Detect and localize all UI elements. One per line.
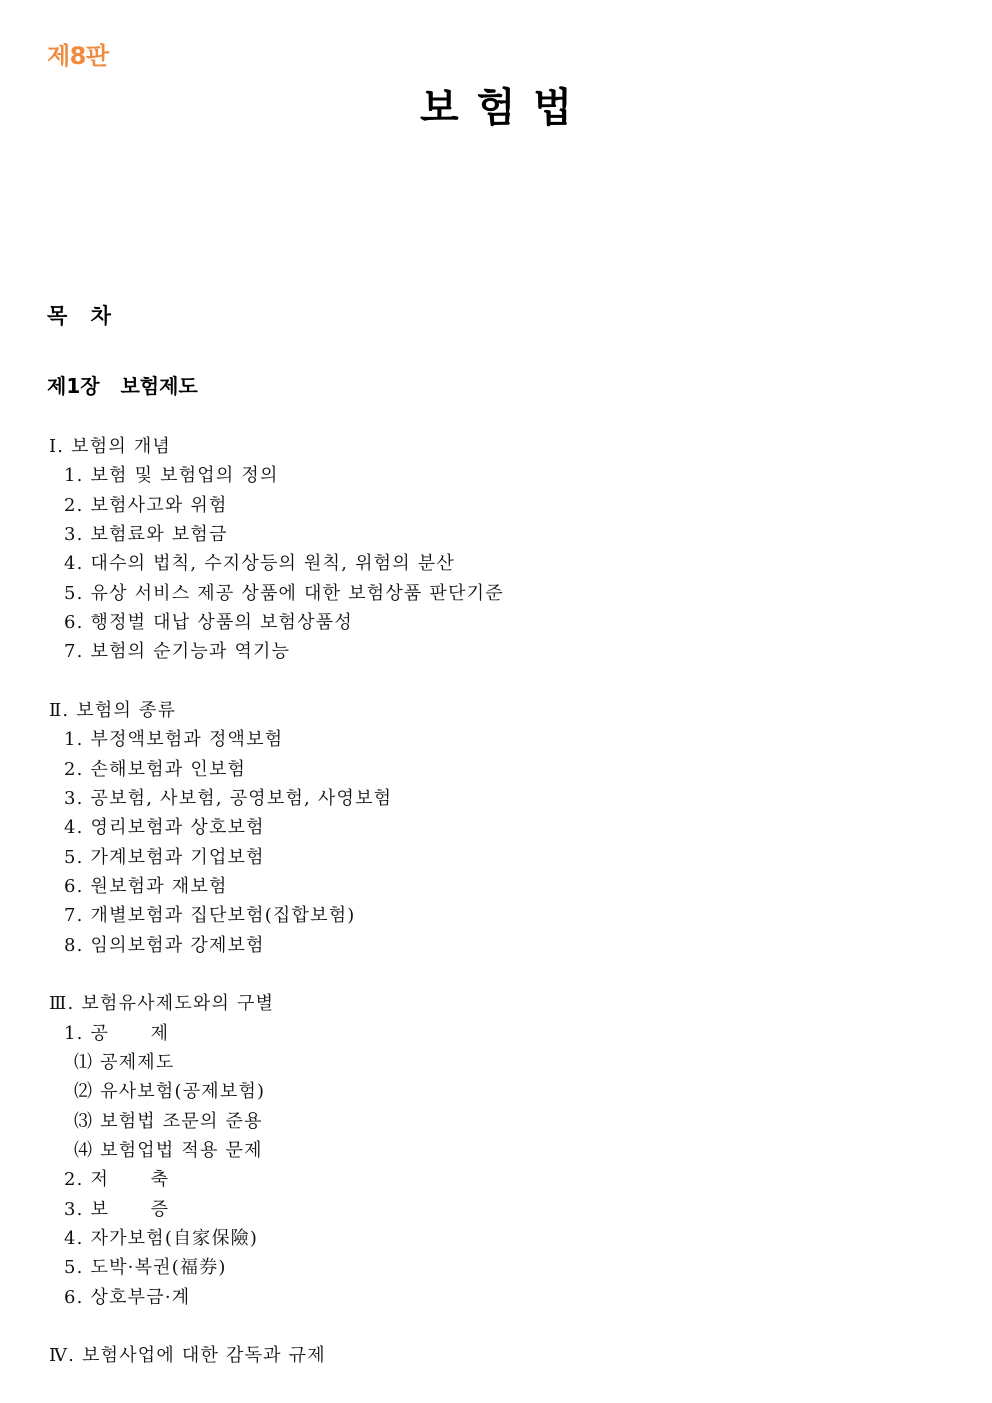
toc-section-4: Ⅳ. 보험사업에 대한 감독과 규제 [49,1345,326,1366]
toc-item: 6. 원보험과 재보험 [64,876,228,897]
toc-item: 4. 자가보험(自家保險) [64,1228,259,1249]
toc-item: 7. 개별보험과 집단보험(집합보험) [64,905,356,926]
toc-item: 4. 영리보험과 상호보험 [64,817,265,838]
book-title: 보험법 [420,85,590,131]
toc-section-1: Ⅰ. 보험의 개념 [49,436,172,457]
toc-item: 3. 보험료와 보험금 [64,524,228,545]
toc-item: 8. 임의보험과 강제보험 [64,935,265,956]
toc-heading: 목 차 [47,304,119,328]
edition-label: 제8판 [47,42,109,70]
toc-section-3: Ⅲ. 보험유사제도와의 구별 [49,993,275,1014]
toc-item: 3. 보 증 [64,1199,170,1220]
toc-item: 5. 도박·복권(福券) [64,1257,227,1278]
toc-item: 1. 보험 및 보험업의 정의 [64,465,279,486]
toc-item: 6. 행정벌 대납 상품의 보험상품성 [64,612,353,633]
toc-subitem: ⑷ 보험업법 적용 문제 [74,1140,263,1161]
toc-item: 3. 공보험, 사보험, 공영보험, 사영보험 [64,788,393,809]
chapter-heading: 제1장 보험제도 [47,374,198,398]
toc-item: 1. 공 제 [64,1023,170,1044]
toc-item: 2. 손해보험과 인보험 [64,759,247,780]
toc-item: 5. 가계보험과 기업보험 [64,847,265,868]
toc-item: 1. 부정액보험과 정액보험 [64,729,284,750]
toc-item: 7. 보험의 순기능과 역기능 [64,641,291,662]
toc-subitem: ⑴ 공제제도 [74,1052,175,1073]
toc-item: 6. 상호부금·계 [64,1287,191,1308]
toc-subitem: ⑵ 유사보험(공제보험) [74,1081,266,1102]
toc-subitem: ⑶ 보험법 조문의 준용 [74,1111,263,1132]
toc-item: 2. 보험사고와 위험 [64,495,228,516]
toc-item: 2. 저 축 [64,1169,170,1190]
toc-item: 5. 유상 서비스 제공 상품에 대한 보험상품 판단기준 [64,583,504,604]
toc-section-2: Ⅱ. 보험의 종류 [49,700,177,721]
toc-item: 4. 대수의 법칙, 수지상등의 원칙, 위험의 분산 [64,553,455,574]
